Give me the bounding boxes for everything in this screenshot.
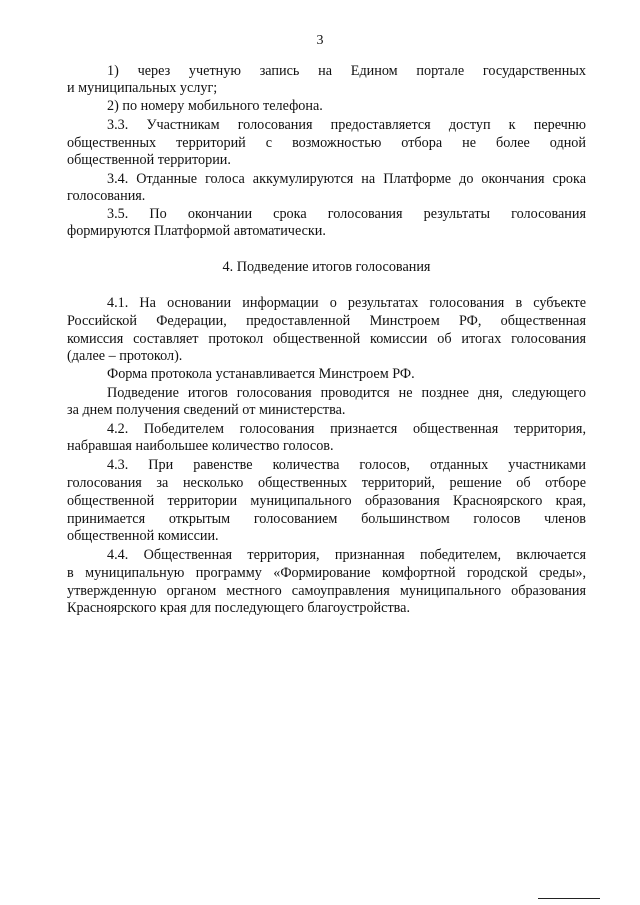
paragraph-line: общественной территории муниципального образования Красноярского края, (67, 493, 586, 509)
paragraph-line: общественных территорий с возможностью отбора не более одной (67, 135, 586, 151)
footer-rule (538, 898, 600, 899)
paragraph-line: формируются Платформой автоматически. (67, 223, 326, 239)
paragraph-line: (далее – протокол). (67, 348, 183, 364)
page-number: 3 (316, 33, 324, 48)
paragraph-line: общественной комиссии. (67, 528, 219, 544)
paragraph-line: 4.4. Общественная территория, признанная победителем, включается (107, 547, 586, 563)
paragraph-line: 1) через учетную запись на Едином портале государственных (107, 63, 586, 79)
paragraph-line: 3.3. Участникам голосования предоставляется доступ к перечню (107, 117, 586, 133)
paragraph-line: Российской Федерации, предоставленной Минстроем РФ, общественная (67, 313, 586, 329)
paragraph-line: голосования. (67, 188, 146, 204)
paragraph-line: утвержденную органом местного самоуправления муниципального образования (67, 583, 586, 599)
paragraph-line: Подведение итогов голосования проводится не позднее дня, следующего (107, 385, 586, 401)
paragraph-line: 2) по номеру мобильного телефона. (107, 98, 323, 114)
section-heading: 4. Подведение итогов голосования (222, 259, 431, 275)
paragraph-line: 3.5. По окончании срока голосования результаты голосования (107, 206, 586, 222)
paragraph-line: и муниципальных услуг; (67, 80, 218, 96)
paragraph-line: 3.4. Отданные голоса аккумулируются на Платформе до окончания срока (107, 171, 586, 187)
paragraph-line: 4.1. На основании информации о результатах голосования в субъекте (107, 295, 586, 311)
paragraph-line: принимается открытым голосованием большинством голосов членов (67, 511, 586, 527)
paragraph-line: за днем получения сведений от министерства. (67, 402, 346, 418)
paragraph-line: 4.2. Победителем голосования признается общественная территория, (107, 421, 586, 437)
paragraph-line: голосования за несколько общественных территорий, решение об отборе (67, 475, 586, 491)
paragraph-line: Форма протокола устанавливается Минстроем РФ. (107, 366, 415, 382)
paragraph-line: общественной территории. (67, 152, 231, 168)
paragraph-line: комиссия составляет протокол общественной комиссии об итогах голосования (67, 331, 586, 347)
paragraph-line: 4.3. При равенстве количества голосов, отданных участниками (107, 457, 586, 473)
paragraph-line: набравшая наибольшее количество голосов. (67, 438, 334, 454)
paragraph-line: в муниципальную программу «Формирование комфортной городской среды», (67, 565, 586, 581)
paragraph-line: Красноярского края для последующего благоустройства. (67, 600, 411, 616)
